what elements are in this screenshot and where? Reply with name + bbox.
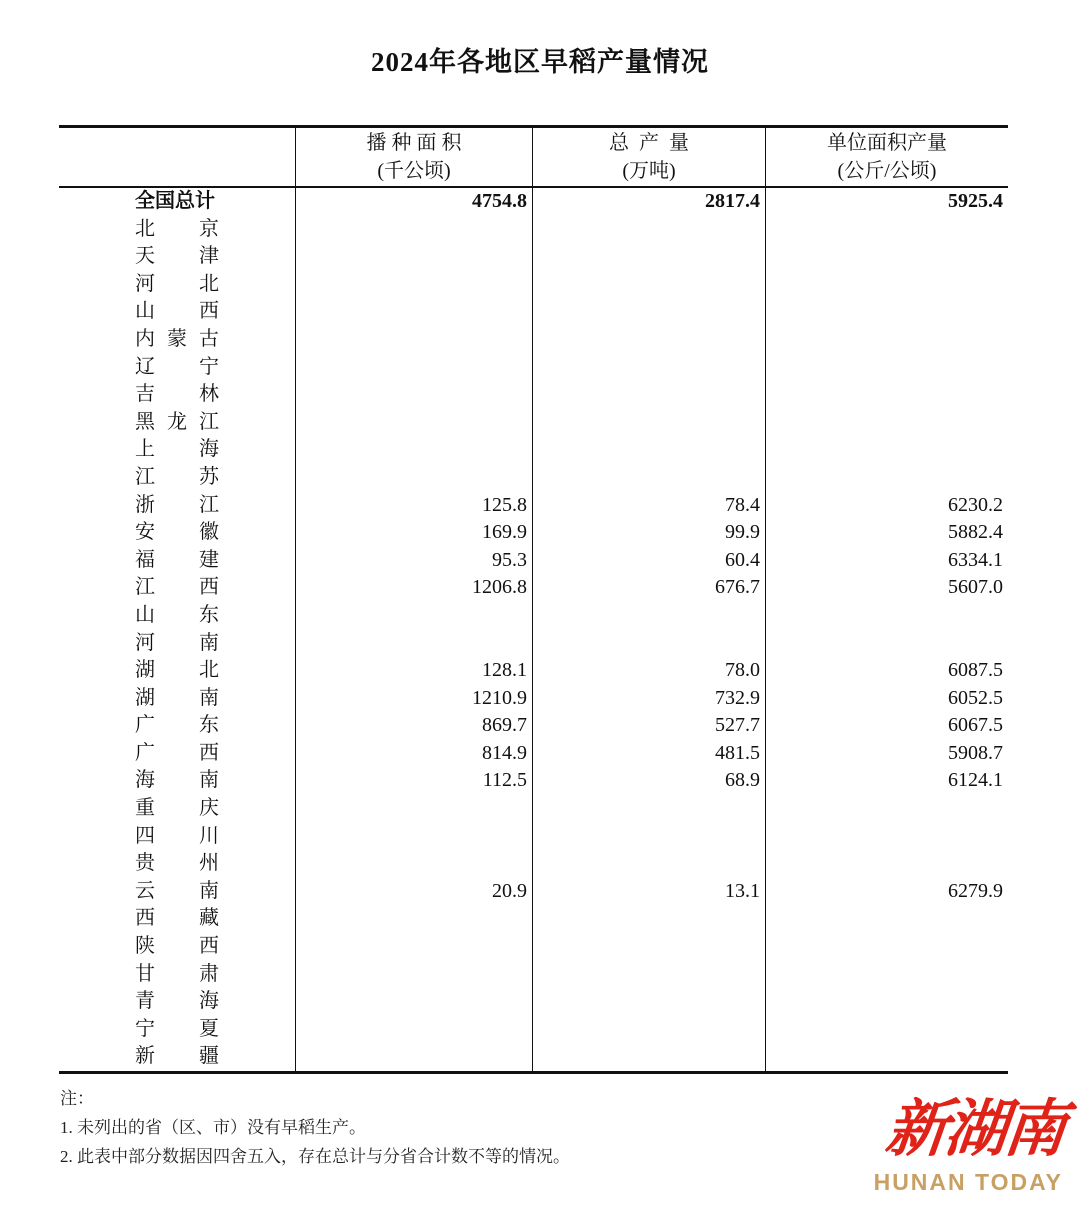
table-row xyxy=(59,243,1008,271)
production-table xyxy=(59,125,1008,1074)
unit-yield-value xyxy=(765,630,1008,658)
total-output-value xyxy=(532,381,765,409)
table-row xyxy=(59,1043,1008,1071)
total-output-value xyxy=(532,961,765,989)
sown-area-value xyxy=(295,933,532,961)
unit-yield-value xyxy=(765,216,1008,244)
total-output-value: 60.4 xyxy=(532,547,765,575)
region-cell xyxy=(59,602,295,630)
header-unit-yield-label: 单位面积产量 xyxy=(827,132,947,154)
unit-yield-value: 5925.4 xyxy=(765,188,1008,216)
table-row xyxy=(59,878,1008,906)
total-output-value: 78.4 xyxy=(532,492,765,520)
region-name: 全国总计 xyxy=(135,190,215,212)
logo-chinese-wordmark: 新湖南 xyxy=(882,1096,1067,1164)
unit-yield-value xyxy=(765,271,1008,299)
sown-area-value xyxy=(295,354,532,382)
sown-area-value xyxy=(295,409,532,437)
header-row xyxy=(59,128,1008,188)
sown-area-value xyxy=(295,905,532,933)
unit-yield-value: 6067.5 xyxy=(765,712,1008,740)
page-title: 2024年各地区早稻产量情况 xyxy=(371,47,709,77)
unit-yield-value xyxy=(765,988,1008,1016)
region-cell xyxy=(59,574,295,602)
table-row xyxy=(59,740,1008,768)
total-output-value xyxy=(532,823,765,851)
total-output-value: 2817.4 xyxy=(532,188,765,216)
header-sown-area xyxy=(295,128,532,188)
region-cell xyxy=(59,767,295,795)
region-cell xyxy=(59,712,295,740)
unit-yield-value: 5882.4 xyxy=(765,519,1008,547)
table-row xyxy=(59,657,1008,685)
table-row xyxy=(59,354,1008,382)
table-body xyxy=(59,188,1008,1071)
sown-area-value: 1210.9 xyxy=(295,685,532,713)
unit-yield-value xyxy=(765,436,1008,464)
region-name: 海南 xyxy=(135,769,219,792)
region-cell xyxy=(59,795,295,823)
region-cell xyxy=(59,298,295,326)
unit-yield-value xyxy=(765,381,1008,409)
total-output-value: 68.9 xyxy=(532,767,765,795)
region-name: 黑龙江 xyxy=(135,410,219,433)
table-row xyxy=(59,850,1008,878)
total-output-value xyxy=(532,795,765,823)
unit-yield-value xyxy=(765,823,1008,851)
region-cell xyxy=(59,271,295,299)
table-row xyxy=(59,712,1008,740)
unit-yield-value xyxy=(765,602,1008,630)
region-cell xyxy=(59,933,295,961)
unit-yield-value xyxy=(765,243,1008,271)
total-output-value xyxy=(532,298,765,326)
footnote-item: 2. 此表中部分数据因四舍五入，存在总计与分省合计数不等的情况。 xyxy=(60,1147,570,1166)
table-row xyxy=(59,409,1008,437)
unit-yield-value xyxy=(765,409,1008,437)
unit-yield-value xyxy=(765,464,1008,492)
table-row xyxy=(59,271,1008,299)
header-region xyxy=(59,128,295,188)
sown-area-value xyxy=(295,243,532,271)
total-output-value xyxy=(532,243,765,271)
table-row xyxy=(59,933,1008,961)
region-name: 广东 xyxy=(135,714,219,737)
region-name: 天津 xyxy=(135,245,219,268)
region-cell xyxy=(59,547,295,575)
region-cell xyxy=(59,436,295,464)
region-name: 广西 xyxy=(135,741,219,764)
total-output-value: 676.7 xyxy=(532,574,765,602)
unit-yield-value: 6230.2 xyxy=(765,492,1008,520)
table-row xyxy=(59,436,1008,464)
region-cell xyxy=(59,988,295,1016)
region-cell xyxy=(59,961,295,989)
region-cell xyxy=(59,685,295,713)
region-name: 湖南 xyxy=(135,686,219,709)
table-row xyxy=(59,823,1008,851)
table-row xyxy=(59,216,1008,244)
sown-area-value xyxy=(295,823,532,851)
table-row xyxy=(59,795,1008,823)
footnote-item: 1. 未列出的省（区、市）没有早稻生产。 xyxy=(60,1118,366,1137)
header-total-output-label: 总 产 量 xyxy=(609,132,689,154)
region-cell xyxy=(59,1016,295,1044)
region-name: 云南 xyxy=(135,879,219,902)
sown-area-value xyxy=(295,464,532,492)
table-row xyxy=(59,547,1008,575)
table-row xyxy=(59,492,1008,520)
footnotes xyxy=(60,1084,570,1171)
sown-area-value xyxy=(295,602,532,630)
region-name: 湖北 xyxy=(135,659,219,682)
total-output-value xyxy=(532,409,765,437)
unit-yield-value: 5607.0 xyxy=(765,574,1008,602)
region-name: 甘肃 xyxy=(135,962,219,985)
region-cell xyxy=(59,492,295,520)
table-row xyxy=(59,188,1008,216)
table-row xyxy=(59,988,1008,1016)
sown-area-value xyxy=(295,298,532,326)
region-cell xyxy=(59,519,295,547)
sown-area-value xyxy=(295,850,532,878)
region-cell xyxy=(59,740,295,768)
unit-yield-value xyxy=(765,326,1008,354)
region-name: 陕西 xyxy=(135,935,219,958)
total-output-value: 527.7 xyxy=(532,712,765,740)
total-output-value xyxy=(532,602,765,630)
region-name: 重庆 xyxy=(135,797,219,820)
total-output-value xyxy=(532,271,765,299)
unit-yield-value xyxy=(765,298,1008,326)
total-output-value xyxy=(532,1043,765,1071)
region-name: 北京 xyxy=(135,217,219,240)
total-output-value: 13.1 xyxy=(532,878,765,906)
sown-area-value: 814.9 xyxy=(295,740,532,768)
region-name: 贵州 xyxy=(135,852,219,875)
region-name: 青海 xyxy=(135,990,219,1013)
table-row xyxy=(59,905,1008,933)
sown-area-value: 4754.8 xyxy=(295,188,532,216)
region-name: 吉林 xyxy=(135,383,219,406)
region-cell xyxy=(59,188,295,216)
sown-area-value: 20.9 xyxy=(295,878,532,906)
header-total-output xyxy=(532,128,765,188)
sown-area-value: 169.9 xyxy=(295,519,532,547)
region-cell xyxy=(59,1043,295,1071)
sown-area-value xyxy=(295,271,532,299)
region-cell xyxy=(59,850,295,878)
header-total-output-unit: (万吨) xyxy=(622,160,676,182)
sown-area-value: 869.7 xyxy=(295,712,532,740)
sown-area-value: 95.3 xyxy=(295,547,532,575)
region-cell xyxy=(59,409,295,437)
header-sown-area-label: 播 种 面 积 xyxy=(366,132,462,154)
unit-yield-value xyxy=(765,961,1008,989)
unit-yield-value xyxy=(765,933,1008,961)
region-name: 山西 xyxy=(135,300,219,323)
region-cell xyxy=(59,823,295,851)
total-output-value xyxy=(532,326,765,354)
region-name: 宁夏 xyxy=(135,1017,219,1040)
region-name: 四川 xyxy=(135,824,219,847)
unit-yield-value xyxy=(765,354,1008,382)
unit-yield-value: 6124.1 xyxy=(765,767,1008,795)
sown-area-value: 125.8 xyxy=(295,492,532,520)
footnote-heading: 注： xyxy=(60,1089,94,1108)
unit-yield-value xyxy=(765,1016,1008,1044)
sown-area-value xyxy=(295,1016,532,1044)
region-name: 江西 xyxy=(135,576,219,599)
table-row xyxy=(59,767,1008,795)
unit-yield-value: 6334.1 xyxy=(765,547,1008,575)
sown-area-value: 1206.8 xyxy=(295,574,532,602)
region-cell xyxy=(59,216,295,244)
sown-area-value xyxy=(295,988,532,1016)
sown-area-value xyxy=(295,795,532,823)
table-row xyxy=(59,519,1008,547)
table-row xyxy=(59,685,1008,713)
sown-area-value xyxy=(295,961,532,989)
sown-area-value xyxy=(295,436,532,464)
sown-area-value: 112.5 xyxy=(295,767,532,795)
region-name: 河北 xyxy=(135,272,219,295)
region-name: 福建 xyxy=(135,548,219,571)
total-output-value xyxy=(532,850,765,878)
total-output-value: 99.9 xyxy=(532,519,765,547)
total-output-value xyxy=(532,988,765,1016)
table-row xyxy=(59,961,1008,989)
total-output-value: 481.5 xyxy=(532,740,765,768)
region-cell xyxy=(59,905,295,933)
unit-yield-value: 6052.5 xyxy=(765,685,1008,713)
total-output-value xyxy=(532,354,765,382)
unit-yield-value: 5908.7 xyxy=(765,740,1008,768)
region-cell xyxy=(59,326,295,354)
region-cell xyxy=(59,630,295,658)
region-name: 山东 xyxy=(135,603,219,626)
total-output-value xyxy=(532,216,765,244)
region-cell xyxy=(59,657,295,685)
region-name: 上海 xyxy=(135,438,219,461)
sown-area-value xyxy=(295,216,532,244)
table-row xyxy=(59,298,1008,326)
table-row xyxy=(59,326,1008,354)
sown-area-value xyxy=(295,326,532,354)
region-cell xyxy=(59,243,295,271)
total-output-value: 732.9 xyxy=(532,685,765,713)
table-header xyxy=(59,128,1008,188)
sown-area-value xyxy=(295,381,532,409)
logo-english-tagline: HUNAN TODAY xyxy=(873,1169,1063,1195)
header-sown-area-unit: (千公顷) xyxy=(377,160,451,182)
total-output-value xyxy=(532,905,765,933)
region-cell xyxy=(59,381,295,409)
region-cell xyxy=(59,464,295,492)
region-name: 西藏 xyxy=(135,907,219,930)
unit-yield-value: 6279.9 xyxy=(765,878,1008,906)
total-output-value xyxy=(532,464,765,492)
region-name: 新疆 xyxy=(135,1045,219,1068)
table-row xyxy=(59,574,1008,602)
region-name: 辽宁 xyxy=(135,355,219,378)
sown-area-value xyxy=(295,630,532,658)
table-row xyxy=(59,602,1008,630)
region-name: 安徽 xyxy=(135,521,219,544)
sown-area-value: 128.1 xyxy=(295,657,532,685)
region-name: 江苏 xyxy=(135,465,219,488)
unit-yield-value xyxy=(765,1043,1008,1071)
table-row xyxy=(59,381,1008,409)
table-row xyxy=(59,1016,1008,1044)
unit-yield-value xyxy=(765,795,1008,823)
unit-yield-value xyxy=(765,850,1008,878)
region-name: 河南 xyxy=(135,631,219,654)
region-cell xyxy=(59,354,295,382)
region-name: 浙江 xyxy=(135,493,219,516)
unit-yield-value: 6087.5 xyxy=(765,657,1008,685)
total-output-value: 78.0 xyxy=(532,657,765,685)
total-output-value xyxy=(532,436,765,464)
sown-area-value xyxy=(295,1043,532,1071)
header-unit-yield-unit: (公斤/公顷) xyxy=(837,160,937,182)
unit-yield-value xyxy=(765,905,1008,933)
hunan-today-logo xyxy=(803,1094,1067,1195)
total-output-value xyxy=(532,933,765,961)
region-cell xyxy=(59,878,295,906)
total-output-value xyxy=(532,630,765,658)
total-output-value xyxy=(532,1016,765,1044)
table-row xyxy=(59,630,1008,658)
header-unit-yield xyxy=(765,128,1008,188)
table-row xyxy=(59,464,1008,492)
region-name: 内蒙古 xyxy=(135,327,219,350)
